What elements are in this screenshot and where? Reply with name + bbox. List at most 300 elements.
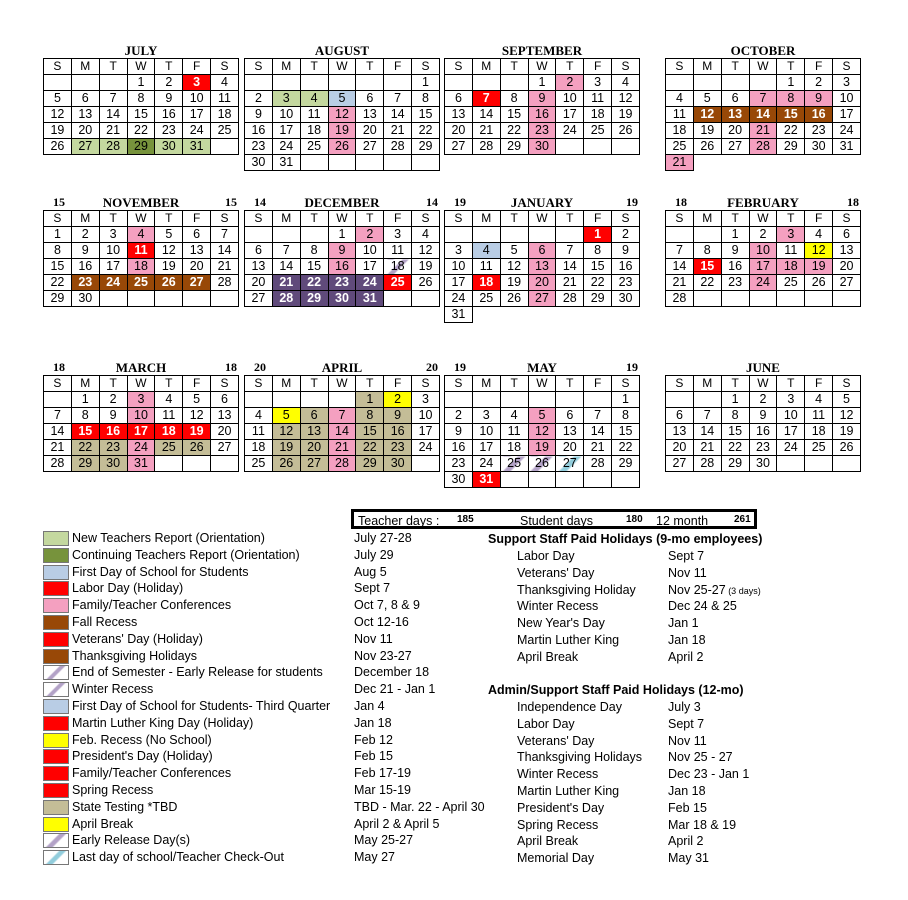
day-cell: 9 bbox=[245, 107, 273, 123]
day-cell: 12 bbox=[272, 424, 300, 440]
empty-cell bbox=[556, 139, 584, 155]
day-cell: 4 bbox=[805, 392, 833, 408]
day-cell: 8 bbox=[612, 408, 640, 424]
holiday-date: April 2 bbox=[668, 649, 704, 664]
day-cell: 22 bbox=[412, 123, 440, 139]
legend-date: Sept 7 bbox=[354, 581, 391, 596]
empty-cell bbox=[500, 472, 528, 488]
empty-cell bbox=[693, 291, 721, 307]
empty-cell bbox=[384, 155, 412, 171]
day-cell: 25 bbox=[384, 275, 412, 291]
legend-date: Oct 12-16 bbox=[354, 614, 409, 629]
day-cell: 5 bbox=[328, 91, 356, 107]
day-cell: 8 bbox=[127, 91, 155, 107]
day-cell: 6 bbox=[71, 91, 99, 107]
day-cell: 25 bbox=[584, 123, 612, 139]
day-cell: 6 bbox=[183, 227, 211, 243]
weekday-header: F bbox=[183, 59, 211, 75]
day-cell: 30 bbox=[612, 291, 640, 307]
day-cell: 23 bbox=[528, 123, 556, 139]
month-table bbox=[444, 375, 640, 488]
day-cell: 14 bbox=[749, 107, 777, 123]
empty-cell bbox=[500, 75, 528, 91]
day-cell: 31 bbox=[183, 139, 211, 155]
day-cell: 7 bbox=[384, 91, 412, 107]
legend-swatch bbox=[43, 833, 69, 848]
legend-label: April Break bbox=[72, 816, 134, 831]
day-cell: 28 bbox=[272, 291, 300, 307]
legend-label: Winter Recess bbox=[72, 682, 154, 697]
day-cell: 22 bbox=[356, 440, 384, 456]
month-table bbox=[665, 58, 861, 171]
legend-date: July 29 bbox=[354, 547, 394, 562]
day-cell: 10 bbox=[183, 91, 211, 107]
day-cell: 27 bbox=[666, 456, 694, 472]
day-cell: 20 bbox=[445, 123, 473, 139]
empty-cell bbox=[777, 291, 805, 307]
day-cell: 20 bbox=[300, 440, 328, 456]
day-cell: 10 bbox=[472, 424, 500, 440]
day-cell: 14 bbox=[211, 243, 239, 259]
day-cell: 28 bbox=[384, 139, 412, 155]
day-cell: 30 bbox=[805, 139, 833, 155]
student-days-value: 180 bbox=[626, 514, 643, 525]
day-cell: 15 bbox=[721, 424, 749, 440]
day-cell: 1 bbox=[584, 227, 612, 243]
day-cell: 21 bbox=[384, 123, 412, 139]
day-cell: 5 bbox=[833, 392, 861, 408]
day-cell: 13 bbox=[183, 243, 211, 259]
weekday-header: S bbox=[44, 376, 72, 392]
empty-cell bbox=[721, 75, 749, 91]
day-cell: 13 bbox=[445, 107, 473, 123]
day-cell: 14 bbox=[384, 107, 412, 123]
day-cell: 31 bbox=[127, 456, 155, 472]
day-cell: 1 bbox=[127, 75, 155, 91]
month-table bbox=[665, 375, 861, 472]
empty-cell bbox=[693, 227, 721, 243]
month-february bbox=[665, 193, 861, 307]
holiday-date: Sept 7 bbox=[668, 716, 705, 731]
day-cell: 27 bbox=[833, 275, 861, 291]
day-cell: 19 bbox=[528, 440, 556, 456]
month-name: FEBRUARY bbox=[727, 195, 799, 210]
day-cell: 23 bbox=[384, 440, 412, 456]
empty-cell bbox=[127, 291, 155, 307]
legend-date: Nov 23-27 bbox=[354, 648, 412, 663]
weekday-header: T bbox=[721, 59, 749, 75]
month-day-count: 18 bbox=[847, 195, 859, 209]
empty-cell bbox=[805, 155, 833, 171]
day-cell: 29 bbox=[412, 139, 440, 155]
empty-cell bbox=[300, 227, 328, 243]
day-cell: 21 bbox=[749, 123, 777, 139]
day-cell: 6 bbox=[245, 243, 273, 259]
day-cell: 2 bbox=[71, 227, 99, 243]
weekday-header: F bbox=[384, 59, 412, 75]
weekday-header: M bbox=[71, 376, 99, 392]
day-cell: 3 bbox=[272, 91, 300, 107]
day-cell: 22 bbox=[721, 440, 749, 456]
weekday-header: T bbox=[500, 376, 528, 392]
day-cell: 12 bbox=[805, 243, 833, 259]
day-cell: 27 bbox=[71, 139, 99, 155]
day-cell: 15 bbox=[412, 107, 440, 123]
month-table bbox=[43, 58, 239, 155]
day-cell: 13 bbox=[71, 107, 99, 123]
empty-cell bbox=[472, 227, 500, 243]
day-cell: 21 bbox=[472, 123, 500, 139]
weekday-header: S bbox=[412, 59, 440, 75]
day-cell: 1 bbox=[412, 75, 440, 91]
day-cell: 4 bbox=[500, 408, 528, 424]
day-cell: 2 bbox=[749, 392, 777, 408]
weekday-header: S bbox=[612, 211, 640, 227]
day-cell: 9 bbox=[528, 91, 556, 107]
empty-cell bbox=[183, 291, 211, 307]
empty-cell bbox=[472, 307, 500, 323]
day-cell: 9 bbox=[612, 243, 640, 259]
month-july bbox=[43, 41, 239, 155]
month-name: APRIL bbox=[321, 360, 363, 375]
empty-cell bbox=[245, 75, 273, 91]
legend-swatch bbox=[43, 531, 69, 546]
month-table bbox=[444, 210, 640, 323]
day-cell: 19 bbox=[833, 424, 861, 440]
weekday-header: M bbox=[472, 376, 500, 392]
day-cell: 4 bbox=[412, 227, 440, 243]
empty-cell bbox=[584, 392, 612, 408]
weekday-header: S bbox=[211, 376, 239, 392]
day-cell: 11 bbox=[666, 107, 694, 123]
day-cell: 20 bbox=[356, 123, 384, 139]
day-cell: 18 bbox=[584, 107, 612, 123]
day-cell: 25 bbox=[472, 291, 500, 307]
month-table bbox=[665, 210, 861, 307]
day-cell: 25 bbox=[666, 139, 694, 155]
day-cell: 4 bbox=[245, 408, 273, 424]
day-cell: 15 bbox=[500, 107, 528, 123]
empty-cell bbox=[445, 227, 473, 243]
day-cell: 8 bbox=[44, 243, 72, 259]
day-cell: 8 bbox=[356, 408, 384, 424]
day-cell: 10 bbox=[99, 243, 127, 259]
day-cell: 14 bbox=[693, 424, 721, 440]
day-cell: 9 bbox=[328, 243, 356, 259]
day-cell: 8 bbox=[300, 243, 328, 259]
day-cell: 16 bbox=[805, 107, 833, 123]
holiday-date: Sept 7 bbox=[668, 549, 705, 563]
day-cell: 2 bbox=[155, 75, 183, 91]
legend-label: Thanksgiving Holidays bbox=[72, 648, 198, 663]
day-cell: 17 bbox=[472, 440, 500, 456]
empty-cell bbox=[155, 291, 183, 307]
empty-cell bbox=[245, 392, 273, 408]
day-cell: 18 bbox=[472, 275, 500, 291]
empty-cell bbox=[584, 139, 612, 155]
weekday-header: W bbox=[127, 376, 155, 392]
day-cell: 30 bbox=[749, 456, 777, 472]
day-cell: 24 bbox=[556, 123, 584, 139]
day-cell: 2 bbox=[805, 75, 833, 91]
day-cell: 14 bbox=[328, 424, 356, 440]
holiday-name: Labor Day bbox=[517, 549, 575, 563]
day-cell: 16 bbox=[612, 259, 640, 275]
empty-cell bbox=[328, 392, 356, 408]
day-cell: 16 bbox=[155, 107, 183, 123]
day-cell: 30 bbox=[155, 139, 183, 155]
weekday-header: M bbox=[272, 211, 300, 227]
day-cell: 24 bbox=[356, 275, 384, 291]
day-cell: 2 bbox=[445, 408, 473, 424]
legend-date: December 18 bbox=[354, 665, 430, 680]
empty-cell bbox=[556, 472, 584, 488]
empty-cell bbox=[300, 155, 328, 171]
legend-swatch bbox=[43, 716, 69, 731]
day-cell: 24 bbox=[412, 440, 440, 456]
day-cell: 5 bbox=[693, 91, 721, 107]
day-cell: 28 bbox=[211, 275, 239, 291]
day-cell: 5 bbox=[183, 392, 211, 408]
day-cell: 21 bbox=[272, 275, 300, 291]
legend-label: Early Release Day(s) bbox=[72, 833, 191, 848]
weekday-header: M bbox=[272, 376, 300, 392]
day-cell: 23 bbox=[612, 275, 640, 291]
empty-cell bbox=[183, 456, 211, 472]
holiday-note: (3 days) bbox=[725, 585, 761, 596]
weekday-header: M bbox=[272, 59, 300, 75]
day-cell: 22 bbox=[500, 123, 528, 139]
month-name: JULY bbox=[124, 43, 158, 58]
day-cell: 25 bbox=[777, 275, 805, 291]
day-cell: 16 bbox=[445, 440, 473, 456]
day-cell: 30 bbox=[445, 472, 473, 488]
empty-cell bbox=[693, 392, 721, 408]
day-cell: 27 bbox=[211, 440, 239, 456]
weekday-header: S bbox=[833, 59, 861, 75]
day-cell: 4 bbox=[612, 75, 640, 91]
day-cell: 2 bbox=[612, 227, 640, 243]
legend-label: Veterans' Day (Holiday) bbox=[72, 631, 203, 646]
day-cell: 29 bbox=[584, 291, 612, 307]
month-day-count: 18 bbox=[53, 360, 65, 374]
day-cell: 2 bbox=[245, 91, 273, 107]
day-cell: 26 bbox=[500, 291, 528, 307]
empty-cell bbox=[584, 472, 612, 488]
holiday-date: Dec 24 & 25 bbox=[668, 599, 737, 614]
empty-cell bbox=[693, 155, 721, 171]
weekday-header: S bbox=[412, 211, 440, 227]
holiday-date: July 3 bbox=[668, 700, 701, 714]
empty-cell bbox=[272, 227, 300, 243]
empty-cell bbox=[805, 291, 833, 307]
day-cell: 24 bbox=[472, 456, 500, 472]
day-cell: 23 bbox=[99, 440, 127, 456]
empty-cell bbox=[412, 456, 440, 472]
day-cell: 19 bbox=[183, 424, 211, 440]
day-cell: 26 bbox=[155, 275, 183, 291]
empty-cell bbox=[584, 307, 612, 323]
legend-swatch bbox=[43, 800, 69, 815]
day-cell: 18 bbox=[300, 123, 328, 139]
day-cell: 20 bbox=[183, 259, 211, 275]
weekday-header: T bbox=[356, 59, 384, 75]
legend-swatch bbox=[43, 749, 69, 764]
support-holidays-title: Support Staff Paid Holidays (9-mo employees) bbox=[488, 532, 763, 546]
day-cell: 21 bbox=[328, 440, 356, 456]
empty-cell bbox=[805, 456, 833, 472]
holiday-date: Feb 15 bbox=[668, 800, 707, 815]
weekday-header: F bbox=[584, 59, 612, 75]
legend-date: TBD - Mar. 22 - April 30 bbox=[354, 799, 485, 814]
day-cell: 27 bbox=[183, 275, 211, 291]
day-cell: 16 bbox=[245, 123, 273, 139]
empty-cell bbox=[833, 155, 861, 171]
day-cell: 9 bbox=[749, 408, 777, 424]
day-cell: 26 bbox=[412, 275, 440, 291]
day-cell: 5 bbox=[155, 227, 183, 243]
day-cell: 4 bbox=[472, 243, 500, 259]
day-cell: 15 bbox=[693, 259, 721, 275]
day-cell: 21 bbox=[211, 259, 239, 275]
day-cell: 30 bbox=[328, 291, 356, 307]
day-cell: 11 bbox=[127, 243, 155, 259]
day-cell: 17 bbox=[556, 107, 584, 123]
month-table bbox=[244, 375, 440, 472]
legend-swatch bbox=[43, 665, 69, 680]
day-cell: 8 bbox=[721, 408, 749, 424]
month-name: AUGUST bbox=[314, 43, 370, 58]
day-cell: 19 bbox=[805, 259, 833, 275]
day-cell: 5 bbox=[528, 408, 556, 424]
empty-cell bbox=[500, 392, 528, 408]
month-name: SEPTEMBER bbox=[501, 43, 583, 58]
holiday-name: Winter Recess bbox=[517, 767, 599, 782]
month-table bbox=[43, 375, 239, 472]
holiday-name: Independence Day bbox=[517, 700, 622, 714]
day-cell: 22 bbox=[127, 123, 155, 139]
empty-cell bbox=[528, 227, 556, 243]
legend-swatch bbox=[43, 682, 69, 697]
empty-cell bbox=[666, 227, 694, 243]
day-cell: 13 bbox=[300, 424, 328, 440]
day-cell: 11 bbox=[805, 408, 833, 424]
day-cell: 3 bbox=[777, 392, 805, 408]
legend-swatch bbox=[43, 649, 69, 664]
weekday-header: S bbox=[612, 59, 640, 75]
day-cell: 14 bbox=[472, 107, 500, 123]
weekday-header: T bbox=[777, 376, 805, 392]
holiday-name: Veterans' Day bbox=[517, 565, 595, 580]
day-cell: 22 bbox=[612, 440, 640, 456]
day-cell: 13 bbox=[666, 424, 694, 440]
day-cell: 17 bbox=[749, 259, 777, 275]
day-cell: 1 bbox=[356, 392, 384, 408]
day-cell: 16 bbox=[99, 424, 127, 440]
day-cell: 3 bbox=[183, 75, 211, 91]
legend-date: Jan 18 bbox=[354, 715, 392, 730]
day-cell: 17 bbox=[183, 107, 211, 123]
legend-label: First Day of School for Students- Third Quarter bbox=[72, 698, 331, 713]
legend-label: Last day of school/Teacher Check-Out bbox=[72, 850, 284, 865]
day-cell: 10 bbox=[272, 107, 300, 123]
day-cell: 11 bbox=[245, 424, 273, 440]
day-cell: 27 bbox=[721, 139, 749, 155]
month-day-count: 15 bbox=[225, 195, 237, 209]
day-cell: 11 bbox=[500, 424, 528, 440]
month-day-count: 15 bbox=[53, 195, 65, 209]
holiday-date: Jan 1 bbox=[668, 616, 699, 631]
day-cell: 12 bbox=[328, 107, 356, 123]
day-cell: 20 bbox=[556, 440, 584, 456]
day-cell: 22 bbox=[777, 123, 805, 139]
day-cell: 31 bbox=[272, 155, 300, 171]
day-cell: 1 bbox=[328, 227, 356, 243]
teacher-days-value: 185 bbox=[457, 514, 474, 525]
legend-date: Feb 12 bbox=[354, 732, 393, 747]
legend-label: Martin Luther King Day (Holiday) bbox=[72, 715, 254, 730]
day-cell: 6 bbox=[833, 227, 861, 243]
weekday-header: W bbox=[328, 376, 356, 392]
weekday-header: T bbox=[300, 211, 328, 227]
empty-cell bbox=[693, 75, 721, 91]
day-cell: 19 bbox=[328, 123, 356, 139]
legend-date: May 25-27 bbox=[354, 833, 414, 848]
empty-cell bbox=[500, 227, 528, 243]
day-cell: 11 bbox=[300, 107, 328, 123]
legend-label: Feb. Recess (No School) bbox=[72, 732, 212, 747]
empty-cell bbox=[833, 456, 861, 472]
day-cell: 17 bbox=[272, 123, 300, 139]
day-cell: 1 bbox=[528, 75, 556, 91]
month-day-count: 18 bbox=[225, 360, 237, 374]
holiday-name: Winter Recess bbox=[517, 599, 599, 614]
weekday-header: W bbox=[528, 59, 556, 75]
day-cell: 3 bbox=[99, 227, 127, 243]
day-cell: 12 bbox=[183, 408, 211, 424]
day-cell: 23 bbox=[749, 440, 777, 456]
day-cell: 9 bbox=[721, 243, 749, 259]
weekday-header: T bbox=[721, 376, 749, 392]
empty-cell bbox=[749, 291, 777, 307]
day-cell: 28 bbox=[584, 456, 612, 472]
empty-cell bbox=[99, 291, 127, 307]
empty-cell bbox=[328, 155, 356, 171]
legend-swatch bbox=[43, 699, 69, 714]
day-cell: 22 bbox=[584, 275, 612, 291]
holiday-date: Jan 18 bbox=[668, 784, 706, 798]
day-cell: 14 bbox=[584, 424, 612, 440]
weekday-header: S bbox=[833, 211, 861, 227]
day-cell: 16 bbox=[721, 259, 749, 275]
day-cell: 26 bbox=[833, 440, 861, 456]
legend-date: July 27-28 bbox=[354, 531, 412, 545]
legend-label: Family/Teacher Conferences bbox=[72, 766, 232, 781]
day-cell: 20 bbox=[71, 123, 99, 139]
day-cell: 4 bbox=[666, 91, 694, 107]
day-cell: 3 bbox=[833, 75, 861, 91]
day-cell: 10 bbox=[445, 259, 473, 275]
empty-cell bbox=[211, 139, 239, 155]
weekday-header: S bbox=[245, 376, 273, 392]
day-cell: 7 bbox=[211, 227, 239, 243]
weekday-header: S bbox=[245, 59, 273, 75]
day-cell: 31 bbox=[445, 307, 473, 323]
day-cell: 27 bbox=[445, 139, 473, 155]
month-name: OCTOBER bbox=[730, 43, 796, 58]
weekday-header: T bbox=[300, 59, 328, 75]
empty-cell bbox=[300, 75, 328, 91]
